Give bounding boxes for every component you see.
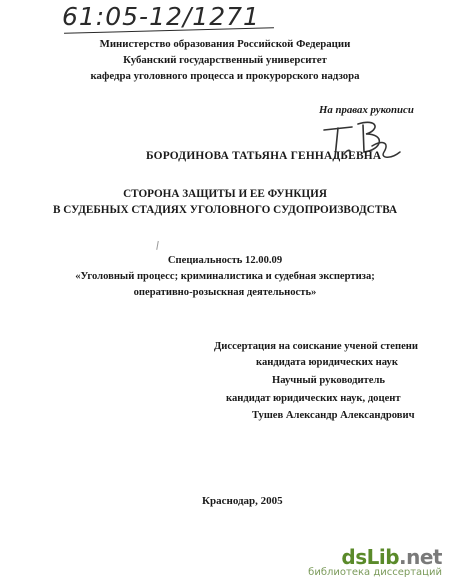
watermark-logo: dsLib.net [341, 545, 442, 569]
department-line: кафедра уголовного процесса и прокурорского надзора [90, 70, 360, 82]
manuscript-note: На правах рукописи [319, 104, 414, 116]
title-line-2: В СУДЕБНЫХ СТАДИЯХ УГОЛОВНОГО СУДОПРОИЗВОДСТВА [52, 204, 398, 216]
dissertation-purpose: Диссертация на соискание ученой степени [214, 341, 418, 352]
watermark [308, 545, 442, 578]
author-name: БОРОДИНОВА ТАТЬЯНА ГЕННАДЬЕВНА [146, 150, 382, 162]
title-line-1: СТОРОНА ЗАЩИТЫ И ЕЕ ФУНКЦИЯ [123, 188, 327, 200]
ministry-line: Министерство образования Российской Федерации [99, 38, 351, 50]
supervisor-title: кандидат юридических наук, доцент [226, 393, 401, 404]
supervisor-name: Тушев Александр Александрович [252, 410, 415, 421]
stray-mark [156, 241, 160, 250]
watermark-subtitle: библиотека диссертаций [308, 567, 442, 578]
specialty-name-line-1: «Уголовный процесс; криминалистика и судебная экспертиза; [75, 271, 375, 282]
degree-name: кандидата юридических наук [256, 357, 398, 368]
supervisor-label: Научный руководитель [272, 375, 385, 386]
specialty-name-line-2: оперативно-розыскная деятельность» [133, 287, 317, 298]
specialty-code: Специальность 12.00.09 [167, 255, 283, 266]
handwritten-catalog-number: 61:05-12/1271 [62, 2, 260, 31]
university-line: Кубанский государственный университет [123, 54, 327, 66]
city-year: Краснодар, 2005 [202, 495, 283, 507]
